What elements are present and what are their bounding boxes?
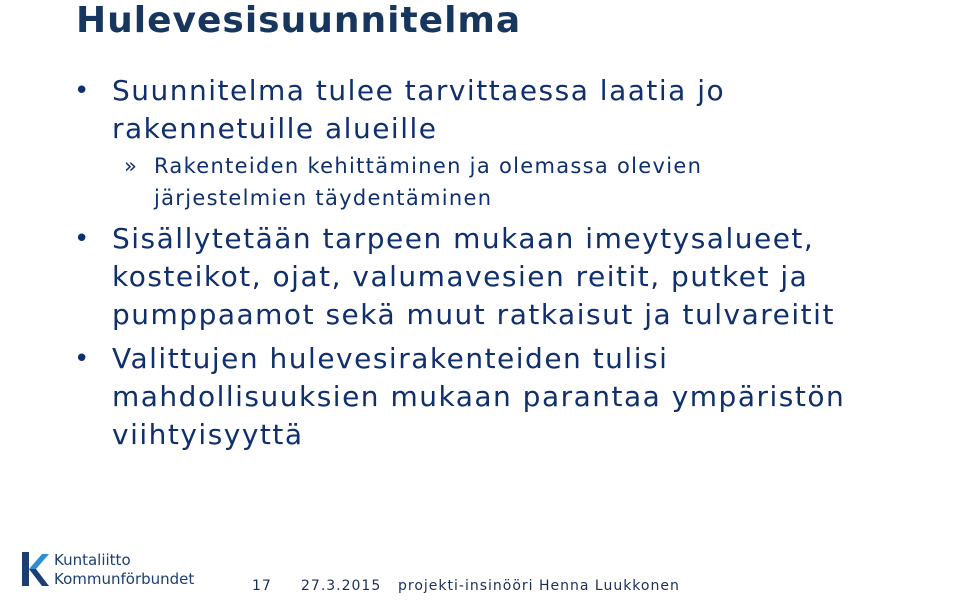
bullet-item bbox=[72, 72, 952, 148]
bullet-text-line: kosteikot, ojat, valumavesien reitit, putket ja bbox=[112, 260, 809, 293]
bullet-item bbox=[72, 220, 952, 334]
bullet-text-line: Sisällytetään tarpeen mukaan imeytysalueet, bbox=[112, 222, 815, 255]
footer-date: 27.3.2015 bbox=[301, 578, 382, 594]
sub-bullet-text-line: Rakenteiden kehittäminen ja olemassa olevien bbox=[154, 154, 703, 178]
bullet-dot: • bbox=[74, 76, 91, 106]
sub-bullet-marker: » bbox=[124, 154, 139, 178]
bullet-text-line: Suunnitelma tulee tarvittaessa laatia jo bbox=[112, 74, 726, 107]
logo-text bbox=[54, 551, 194, 589]
bullet-dot: • bbox=[74, 344, 91, 374]
kuntaliitto-logo bbox=[20, 550, 194, 590]
bullet-text-line: rakennetuille alueille bbox=[112, 112, 438, 145]
slide-title: Hulevesisuunnitelma bbox=[76, 0, 522, 41]
page-number: 17 bbox=[252, 578, 272, 594]
bullet-item bbox=[72, 340, 952, 454]
kuntaliitto-logo-icon bbox=[20, 550, 50, 590]
bullet-text-line: viihtyisyyttä bbox=[112, 418, 304, 451]
logo-line-swedish: Kommunförbundet bbox=[54, 570, 195, 588]
bullet-text-line: mahdollisuuksien mukaan parantaa ympäristön bbox=[112, 380, 846, 413]
bullet-dot: • bbox=[74, 224, 91, 254]
sub-bullet-text-line: järjestelmien täydentäminen bbox=[154, 186, 493, 210]
logo-line-finnish: Kuntaliitto bbox=[54, 551, 131, 569]
footer-author: projekti-insinööri Henna Luukkonen bbox=[398, 578, 680, 594]
bullet-text-line: pumppaamot sekä muut ratkaisut ja tulvareitit bbox=[112, 298, 835, 331]
bullet-text-line: Valittujen hulevesirakenteiden tulisi bbox=[112, 342, 669, 375]
bullet-list bbox=[72, 72, 952, 454]
sub-bullet-item bbox=[72, 150, 952, 214]
